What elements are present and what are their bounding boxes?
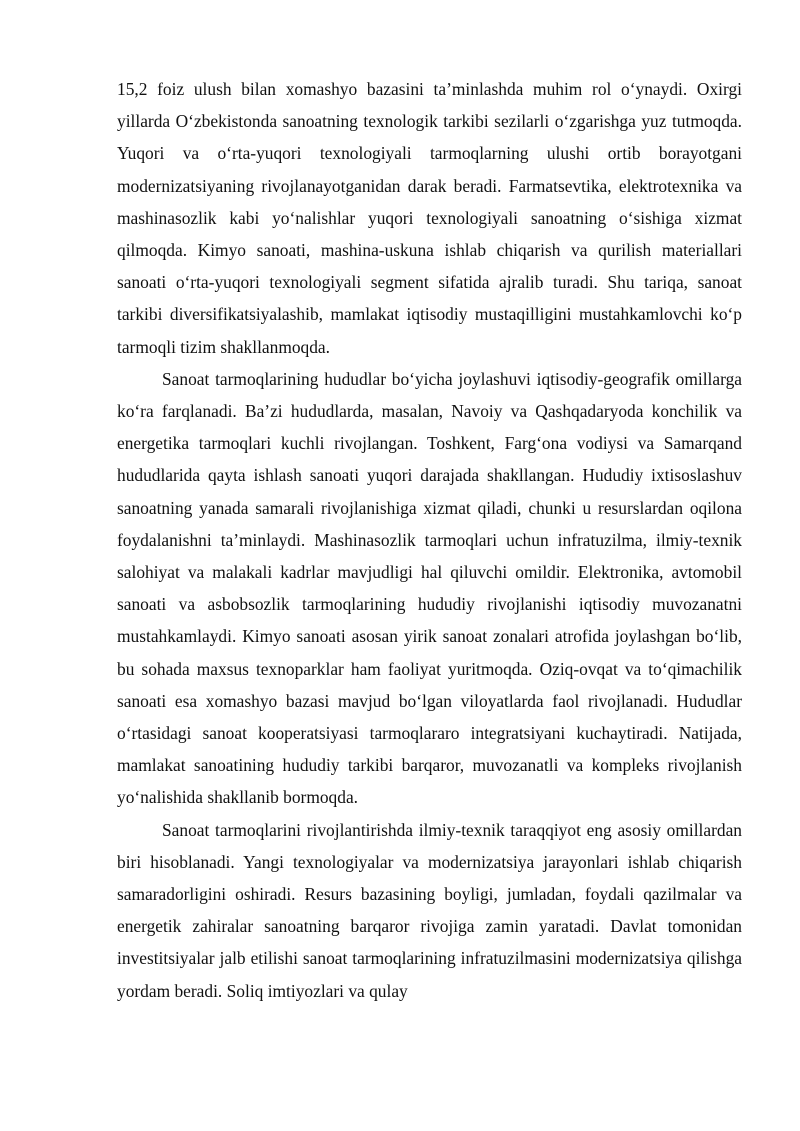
paragraph-regional-distribution: Sanoat tarmoqlarining hududlar bo‘yicha joylashuvi iqtisodiy-geografik omillarga ko‘ra farqlanadi. Ba’zi hududlarda, masalan, Navoiy va Qashqadaryoda konchilik va energetika tarmoqlari kuchli rivojlangan. Toshkent, Farg‘ona vodiysi va Samarqand hududlarida qayta ishlash sanoati yuqori darajada shakllangan. Hududiy ixtisoslashuv sanoatning yanada samarali rivojlanishiga xizmat qiladi, chunki u resurslardan oqilona foydalanishni ta’minlaydi. Mashinasozlik tarmoqlari uchun infratuzilma, ilmiy-texnik salohiyat va malakali kadrlar mavjudligi hal qiluvchi omildir. Elektronika, avtomobil sanoati va asbobsozlik tarmoqlarining hududiy rivojlanishi iqtisodiy muvozanatni mustahkamlaydi. Kimyo sanoati asosan yirik sanoat zonalari atrofida joylashgan bo‘lib, bu sohada maxsus texnoparklar ham faoliyat yuritmoqda. Oziq-ovqat va to‘qimachilik sanoati esa xomashyo bazasi mavjud bo‘lgan viloyatlarda faol rivojlanadi. Hududlar o‘rtasidagi sanoat kooperatsiyasi tarmoqlararo integratsiyani kuchaytiradi. Natijada, mamlakat sanoatining hududiy tarkibi barqaror, muvozanatli va kompleks rivojlanish yo‘nalishida shakllanib bormoqda.	[117, 368, 742, 808]
paragraph-continuation: 15,2 foiz ulush bilan xomashyo bazasini ta’minlashda muhim rol o‘ynaydi. Oxirgi yillarda O‘zbekistonda sanoatning texnologik tarkibi sezilarli o‘zgarishga yuz tutmoqda. Yuqori va o‘rta-yuqori texnologiyali tarmoqlarning ulushi ortib borayotgani modernizatsiyaning rivojlanayotganidan darak beradi. Farmatsevtika, elektrotexnika va mashinasozlik kabi yo‘nalishlar yuqori texnologiyali sanoatning o‘sishiga xizmat qilmoqda. Kimyo sanoati, mashina-uskuna ishlab chiqarish va qurilish materiallari sanoati o‘rta-yuqori texnologiyali segment sifatida ajralib turadi. Shu tariqa, sanoat tarkibi diversifikatsiyalashib, mamlakat iqtisodiy mustaqilligini mustahkamlovchi ko‘p tarmoqli tizim shakllanmoqda.	[117, 79, 742, 357]
paragraph-scientific-progress: Sanoat tarmoqlarini rivojlantirishda ilmiy-texnik taraqqiyot eng asosiy omillardan biri hisoblanadi. Yangi texnologiyalar va modernizatsiya jarayonlari ishlab chiqarish samaradorligini oshiradi. Resurs bazasining boyligi, jumladan, foydali qazilmalar va energetik zahiralar sanoatning barqaror rivojiga zamin yaratadi. Davlat tomonidan investitsiyalar jalb etilishi sanoat tarmoqlarining infratuzilmasini modernizatsiya qilishga yordam beradi. Soliq imtiyozlari va qulay	[117, 819, 742, 1001]
document-page	[117, 73, 742, 1007]
